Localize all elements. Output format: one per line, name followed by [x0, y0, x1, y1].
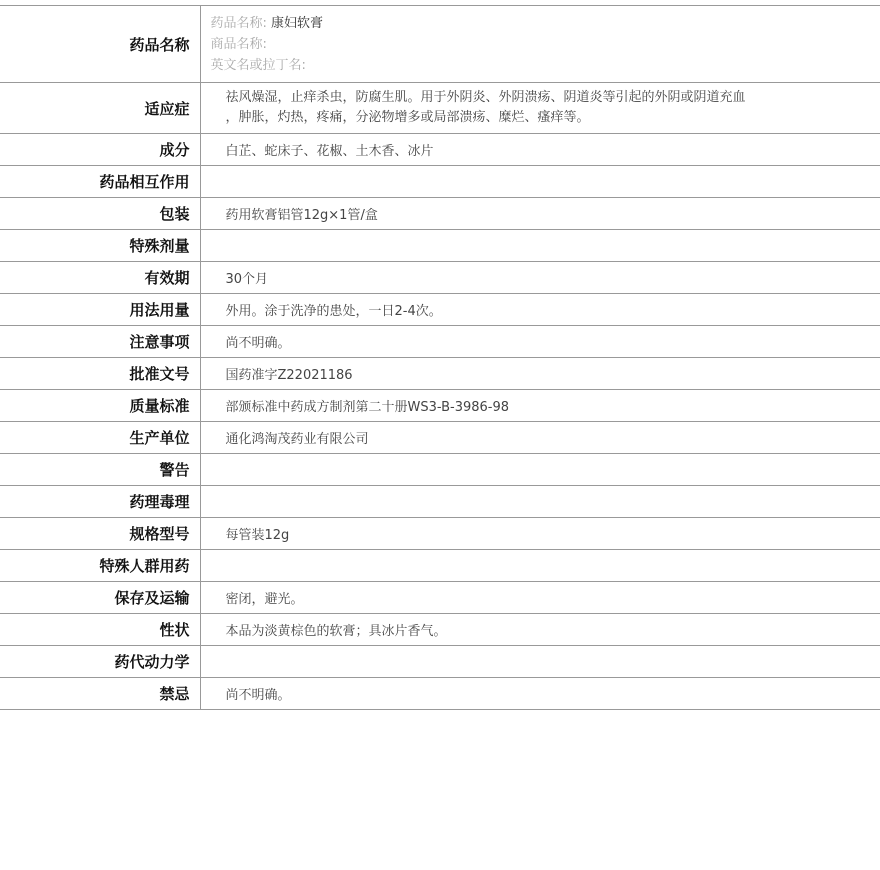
generic-name-value: 康妇软膏: [271, 15, 324, 31]
row-label: 特殊剂量: [0, 230, 200, 262]
row-label: 药品名称: [0, 6, 200, 83]
row-pharmacokinetics: [0, 646, 880, 678]
row-value: 30个月: [200, 262, 880, 294]
row-label: 药代动力学: [0, 646, 200, 678]
row-label: 批准文号: [0, 358, 200, 390]
row-label: 包装: [0, 198, 200, 230]
row-value: [200, 646, 880, 678]
row-value: 本品为淡黄棕色的软膏；具冰片香气。: [200, 614, 880, 646]
row-value: 尚不明确。: [200, 678, 880, 710]
row-label: 药品相互作用: [0, 166, 200, 198]
row-label: 特殊人群用药: [0, 550, 200, 582]
row-special-populations: [0, 550, 880, 582]
row-value: 国药准字Z22021186: [200, 358, 880, 390]
row-label: 禁忌: [0, 678, 200, 710]
generic-name-key: 药品名称:: [210, 15, 267, 31]
latin-name-key: 英文名或拉丁名:: [210, 57, 306, 73]
trade-name-key: 商品名称:: [210, 36, 267, 52]
row-manufacturer: [0, 422, 880, 454]
row-warning: [0, 454, 880, 486]
row-label: 有效期: [0, 262, 200, 294]
latin-name-line: [211, 55, 871, 76]
row-usage: [0, 294, 880, 326]
row-label: 保存及运输: [0, 582, 200, 614]
row-value: [200, 230, 880, 262]
generic-name-line: [211, 13, 871, 34]
row-value: [200, 486, 880, 518]
row-label: 性状: [0, 614, 200, 646]
row-value: 外用。涂于洗净的患处，一日2-4次。: [200, 294, 880, 326]
row-value: [200, 454, 880, 486]
row-approval-number: [0, 358, 880, 390]
row-label: 注意事项: [0, 326, 200, 358]
indications-line-1: 祛风燥湿，止痒杀虫，防腐生肌。用于外阴炎、外阴溃疡、阴道炎等引起的外阴或阴道充血: [225, 90, 746, 105]
row-specification: [0, 518, 880, 550]
row-label: 规格型号: [0, 518, 200, 550]
trade-name-line: [211, 34, 871, 55]
row-packaging: [0, 198, 880, 230]
row-value: 部颁标准中药成方制剂第二十册WS3-B-3986-98: [200, 390, 880, 422]
row-value: [200, 550, 880, 582]
row-ingredients: [0, 134, 880, 166]
row-label: 适应症: [0, 83, 200, 134]
row-pharmacology: [0, 486, 880, 518]
drug-info-table: [0, 5, 880, 710]
row-value: 通化鸿淘茂药业有限公司: [200, 422, 880, 454]
row-value: 密闭，避光。: [200, 582, 880, 614]
row-precautions: [0, 326, 880, 358]
row-label: 药理毒理: [0, 486, 200, 518]
drug-info-sheet: [0, 5, 880, 710]
row-shelf-life: [0, 262, 880, 294]
row-description: [0, 614, 880, 646]
row-label: 警告: [0, 454, 200, 486]
row-label: 成分: [0, 134, 200, 166]
indications-line-2: ，肿胀，灼热，疼痛，分泌物增多或局部溃疡、糜烂、瘙痒等。: [225, 110, 590, 125]
indications-value: [200, 83, 880, 134]
row-value: 药用软膏铝管12g×1管/盒: [200, 198, 880, 230]
row-label: 生产单位: [0, 422, 200, 454]
drug-name-values: [200, 6, 880, 83]
row-indications: [0, 83, 880, 134]
row-label: 质量标准: [0, 390, 200, 422]
row-quality-standard: [0, 390, 880, 422]
row-drug-name: [0, 6, 880, 83]
row-value: 白芷、蛇床子、花椒、土木香、冰片: [200, 134, 880, 166]
row-label: 用法用量: [0, 294, 200, 326]
row-value: [200, 166, 880, 198]
row-storage: [0, 582, 880, 614]
row-special-dosage: [0, 230, 880, 262]
row-value: 每管装12g: [200, 518, 880, 550]
row-value: 尚不明确。: [200, 326, 880, 358]
row-interactions: [0, 166, 880, 198]
row-contraindications: [0, 678, 880, 710]
